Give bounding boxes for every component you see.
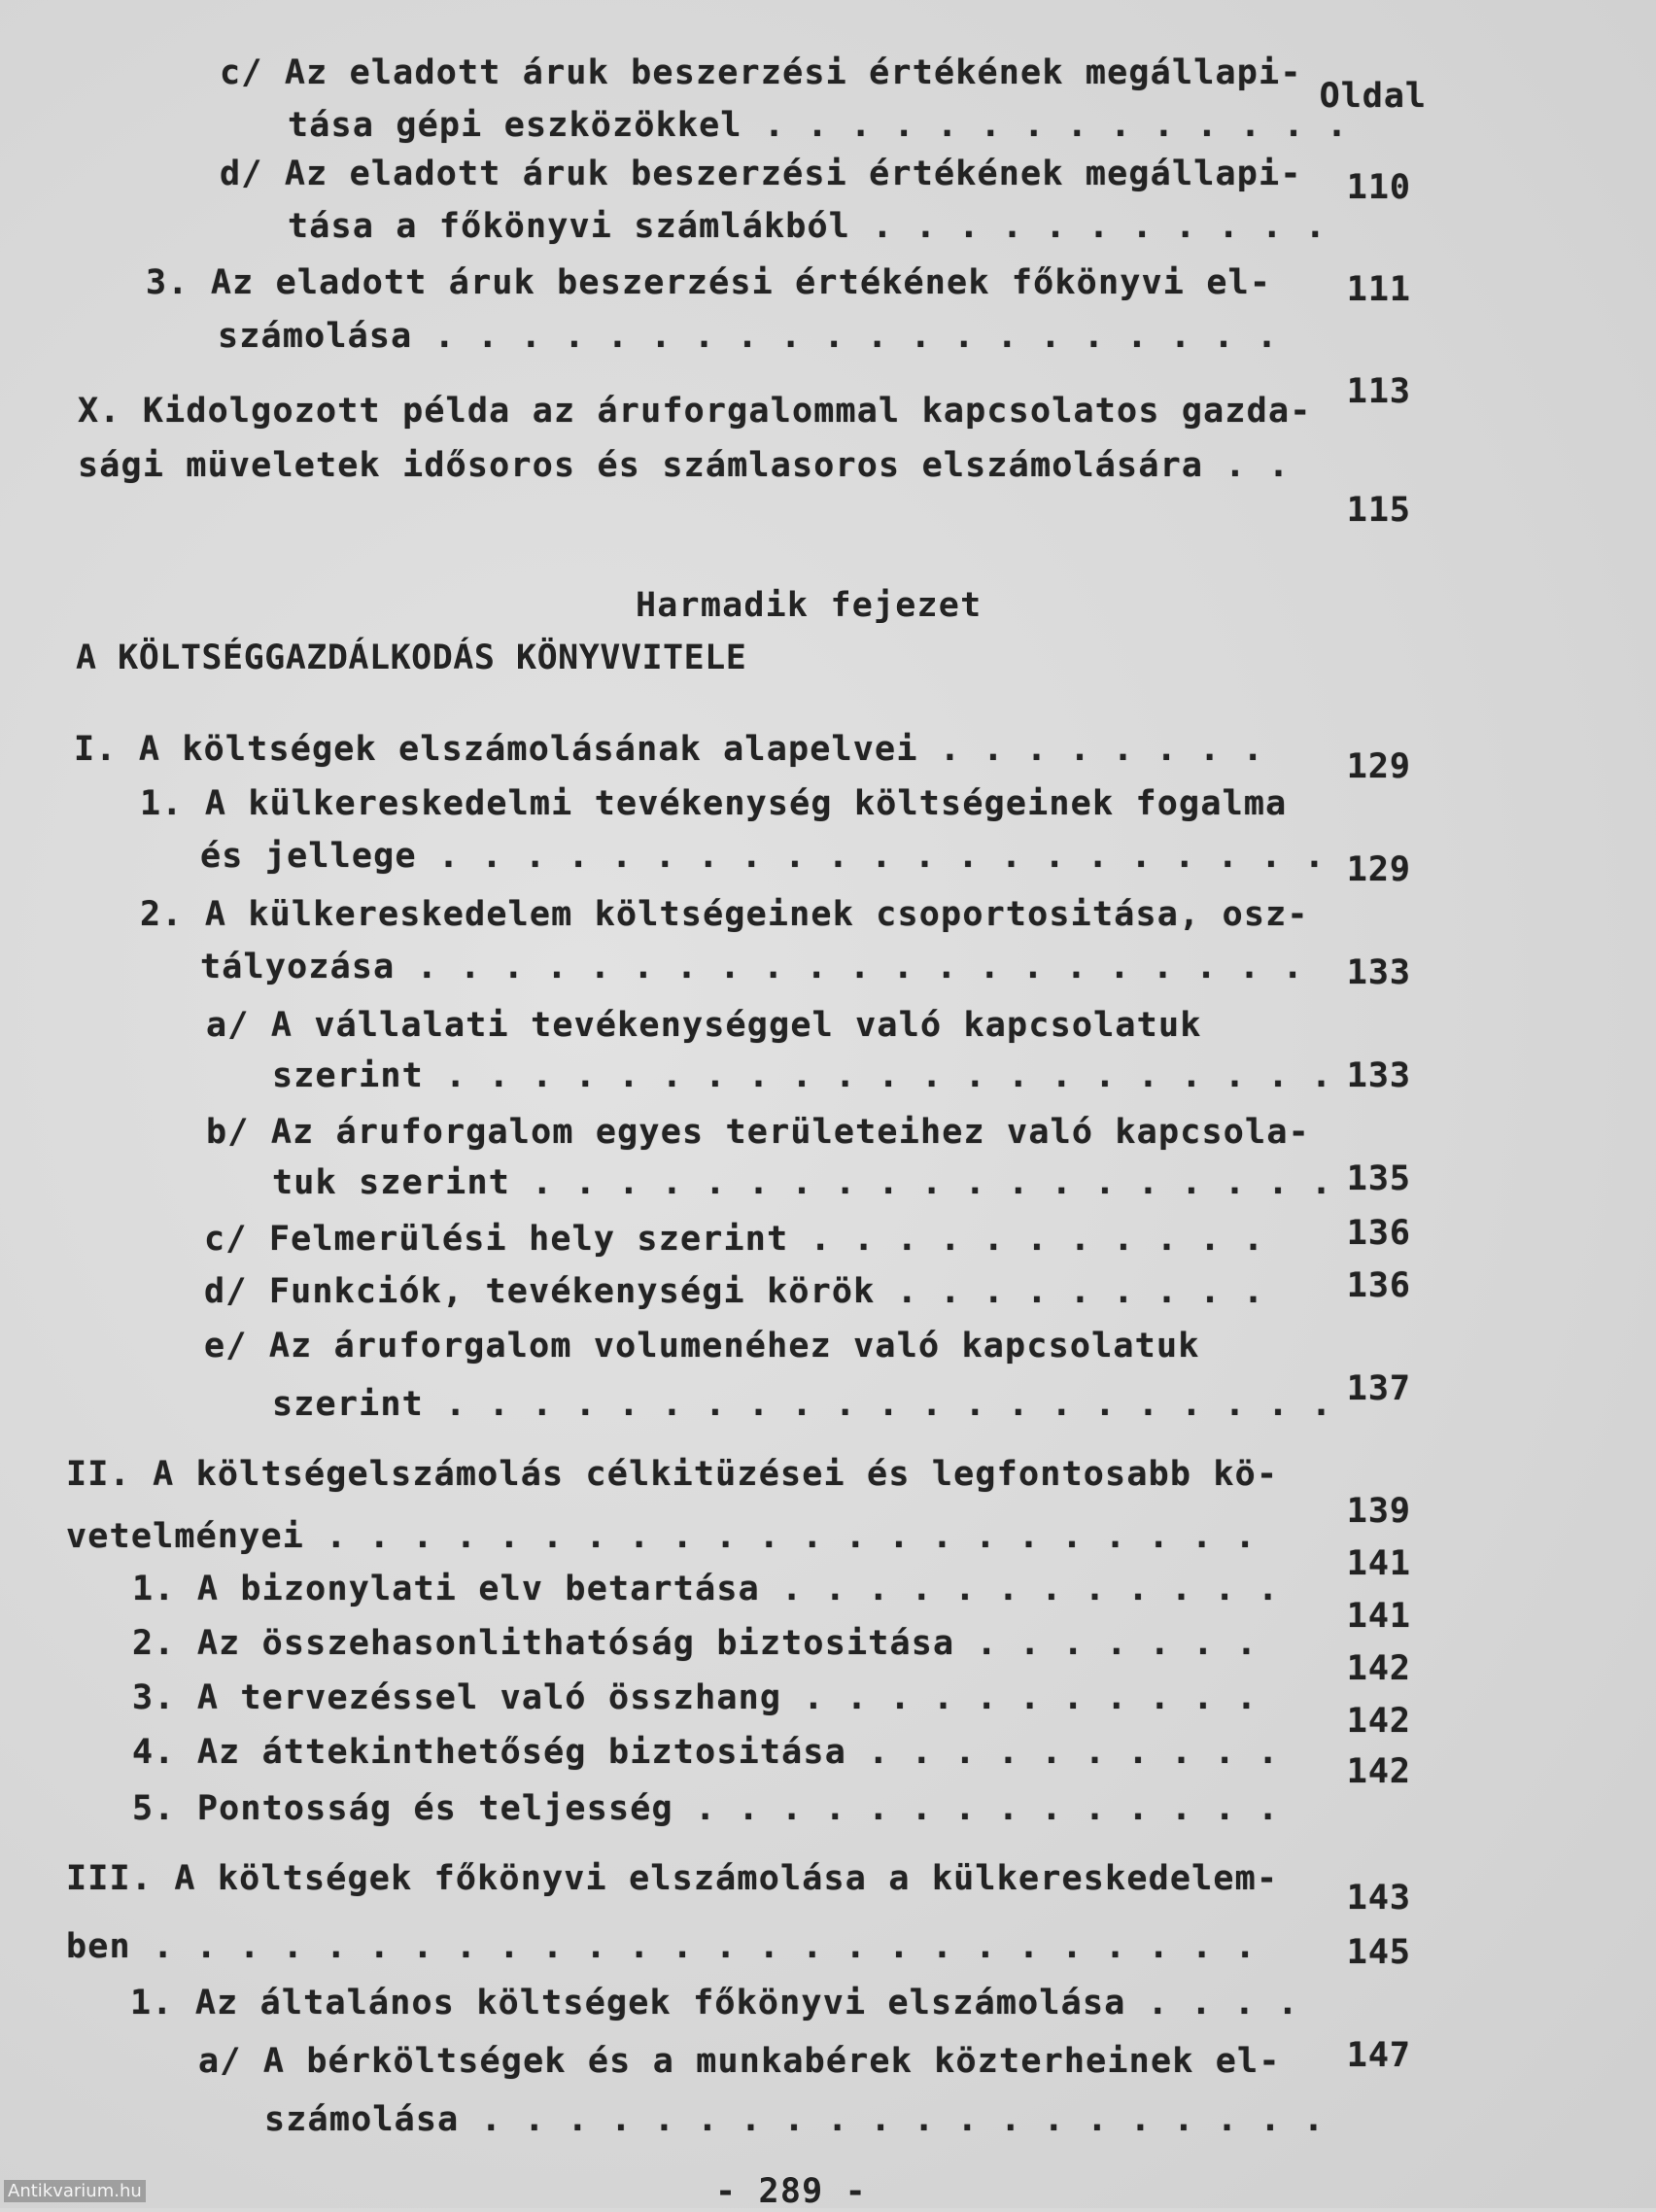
toc-line: tályozása . . . . . . . . . . . . . . . . . . . . .: [200, 948, 1304, 986]
toc-line: e/ Az áruforgalom volumenéhez való kapcsolatuk: [204, 1327, 1200, 1365]
toc-line: II. A költségelszámolás célkitüzései és legfontosabb kö-: [66, 1455, 1279, 1494]
toc-page-number: 141: [1346, 1544, 1411, 1583]
toc-page-number: 143: [1346, 1879, 1411, 1918]
toc-page-number: 115: [1346, 491, 1411, 530]
toc-line: d/ Funkciók, tevékenységi körök . . . . . . . . .: [204, 1272, 1265, 1311]
toc-line: c/ Az eladott áruk beszerzési értékének megállapi-: [220, 53, 1302, 92]
toc-line: 1. Az általános költségek főkönyvi elszámolása . . . .: [130, 1984, 1299, 2022]
toc-page-number: 136: [1346, 1214, 1411, 1253]
toc-page-number: 142: [1346, 1649, 1411, 1688]
toc-line: a/ A bérköltségek és a munkabérek közterheinek el-: [198, 2042, 1281, 2081]
toc-page-number: 145: [1346, 1933, 1411, 1972]
column-label-oldal: Oldal: [1319, 77, 1427, 116]
toc-line: 3. Az eladott áruk beszerzési értékének főkönyvi el-: [146, 263, 1272, 302]
toc-page-number: 113: [1346, 372, 1411, 411]
toc-line: szerint . . . . . . . . . . . . . . . . . . . . .: [272, 1385, 1333, 1424]
toc-page-number: 147: [1346, 2036, 1411, 2075]
toc-line: és jellege . . . . . . . . . . . . . . . . . . . . .: [200, 837, 1327, 876]
toc-line: sági müveletek idősoros és számlasoros elszámolására . .: [78, 446, 1291, 485]
footer-page-number: - 289 -: [715, 2172, 867, 2211]
toc-page-number: 142: [1346, 1702, 1411, 1741]
toc-page-number: 110: [1346, 168, 1411, 207]
toc-line: 3. A tervezéssel való összhang . . . . . . . . . . .: [132, 1678, 1259, 1717]
chapter-title: Harmadik fejezet: [636, 586, 983, 625]
toc-line: c/ Felmerülési hely szerint . . . . . . . . . . .: [204, 1220, 1265, 1259]
toc-line: számolása . . . . . . . . . . . . . . . . . . . .: [218, 317, 1279, 356]
watermark-logo: Antikvarium.hu: [4, 2180, 146, 2202]
chapter-subtitle: A KÖLTSÉGGAZDÁLKODÁS KÖNYVVITELE: [76, 639, 747, 677]
toc-line: I. A költségek elszámolásának alapelvei . . . . . . . .: [74, 730, 1264, 769]
toc-page-number: 135: [1346, 1159, 1411, 1198]
toc-line: b/ Az áruforgalom egyes területeihez való kapcsola-: [206, 1113, 1310, 1152]
toc-line: számolása . . . . . . . . . . . . . . . . . . . .: [264, 2100, 1326, 2139]
toc-page-number: 142: [1346, 1752, 1411, 1791]
toc-line: ben . . . . . . . . . . . . . . . . . . . . . . . . . .: [66, 1927, 1257, 1966]
toc-line: III. A költségek főkönyvi elszámolása a külkereskedelem-: [66, 1859, 1279, 1898]
toc-line: vetelményei . . . . . . . . . . . . . . . . . . . . . .: [66, 1517, 1257, 1556]
toc-line: tuk szerint . . . . . . . . . . . . . . . . . . .: [272, 1163, 1333, 1202]
toc-line: szerint . . . . . . . . . . . . . . . . . . . . .: [272, 1056, 1333, 1095]
toc-line: 2. A külkereskedelem költségeinek csoportositása, osz-: [140, 895, 1309, 934]
toc-page-number: 111: [1346, 270, 1411, 309]
toc-line: tása gépi eszközökkel . . . . . . . . . . . . . .: [288, 106, 1349, 145]
toc-line: 2. Az összehasonlithatóság biztositása . . . . . . .: [132, 1624, 1259, 1663]
toc-line: 5. Pontosság és teljesség . . . . . . . . . . . . . .: [132, 1789, 1280, 1828]
toc-page-number: 129: [1346, 850, 1411, 889]
toc-page-number: 133: [1346, 953, 1411, 992]
toc-line: X. Kidolgozott példa az áruforgalommal kapcsolatos gazda-: [78, 392, 1312, 431]
toc-page-number: 137: [1346, 1369, 1411, 1408]
toc-line: 1. A külkereskedelmi tevékenység költségeinek fogalma: [140, 784, 1288, 823]
toc-page-number: 136: [1346, 1266, 1411, 1305]
toc-line: d/ Az eladott áruk beszerzési értékének megállapi-: [220, 155, 1302, 193]
toc-line: a/ A vállalati tevékenységgel való kapcsolatuk: [206, 1006, 1202, 1045]
toc-line: tása a főkönyvi számlákból . . . . . . . . . . .: [288, 207, 1328, 246]
toc-line: 1. A bizonylati elv betartása . . . . . . . . . . . .: [132, 1570, 1280, 1608]
toc-page-number: 139: [1346, 1492, 1411, 1531]
toc-page-number: 129: [1346, 747, 1411, 786]
toc-line: 4. Az áttekinthetőség biztositása . . . . . . . . . .: [132, 1733, 1280, 1772]
toc-page-number: 133: [1346, 1056, 1411, 1095]
toc-page-number: 141: [1346, 1597, 1411, 1636]
